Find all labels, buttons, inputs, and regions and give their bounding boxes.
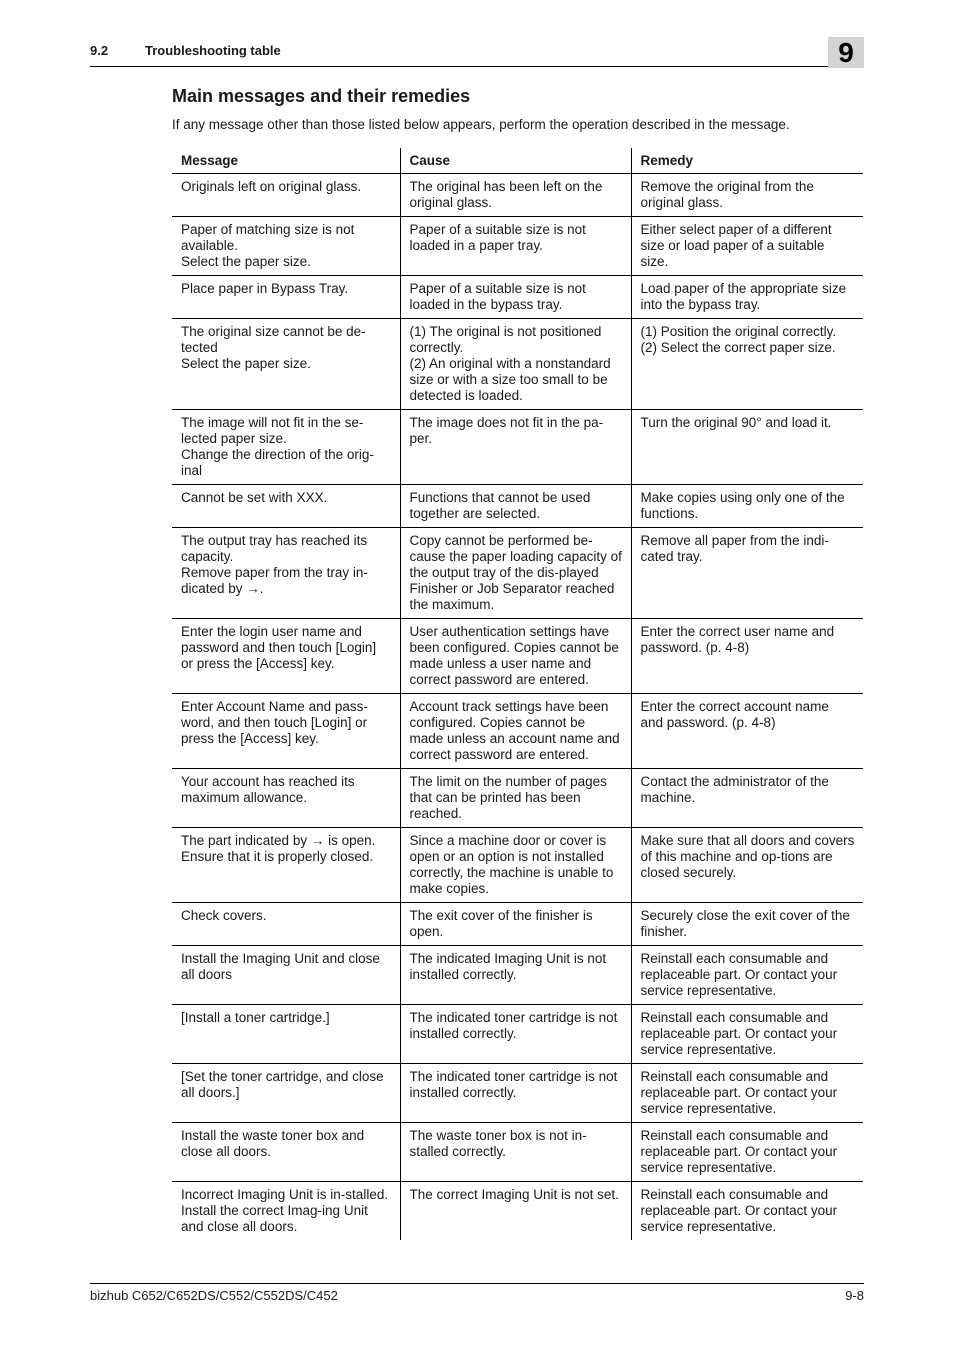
message-cell: Incorrect Imaging Unit is in-stalled. Install the correct Imag-ing Unit and close all doors. (181, 1187, 389, 1234)
cause-cell: The exit cover of the finisher is open. (400, 903, 631, 946)
table-row (172, 174, 863, 217)
remedy-cell: Contact the administrator of the machine. (631, 769, 863, 828)
page-footer (90, 1283, 864, 1308)
remedy-cell: Reinstall each consumable and replaceable part. Or contact your service representative. (631, 946, 863, 1005)
message-cell: The part indicated by → is open. Ensure that it is properly closed. (172, 828, 400, 903)
cause-cell: The original has been left on the original glass. (400, 174, 631, 217)
table-row (172, 410, 863, 485)
remedy-cell: Enter the correct user name and password. (p. 4-8) (631, 619, 863, 694)
remedy-cell: (1) Position the original correctly. (2) Select the correct paper size. (631, 319, 863, 410)
remedy-cell: Remove all paper from the indi-cated tray. (631, 528, 863, 619)
message-cell: Enter the login user name and password and then touch [Login] or press the [Access] key. (172, 619, 400, 694)
product-model: bizhub C652/C652DS/C552/C552DS/C452 (90, 1288, 338, 1303)
table-row (172, 1182, 863, 1241)
remedy-cell: Reinstall each consumable and replaceable part. Or contact your service representative. (631, 1064, 863, 1123)
cause-cell: The indicated toner cartridge is not installed correctly. (400, 1005, 631, 1064)
column-header-cause: Cause (400, 148, 631, 174)
section-title: Troubleshooting table (145, 43, 281, 58)
table-row (172, 319, 863, 410)
table-row (172, 1005, 863, 1064)
cause-cell: Account track settings have been configured. Copies cannot be made unless an account name and correct password are entered. (400, 694, 631, 769)
table-row (172, 946, 863, 1005)
table-row (172, 276, 863, 319)
table-row (172, 1123, 863, 1182)
cause-cell: Since a machine door or cover is open or an option is not installed correctly, the machine is unable to make copies. (400, 828, 631, 903)
cause-cell: Copy cannot be performed be-cause the paper loading capacity of the output tray of the dis-played Finisher or Job Separator reached the maximum. (400, 528, 631, 619)
remedy-cell: Either select paper of a different size or load paper of a suitable size. (631, 217, 863, 276)
intro-paragraph: If any message other than those listed below appears, perform the operation described in the message. (172, 117, 790, 132)
cause-cell: The indicated Imaging Unit is not installed correctly. (400, 946, 631, 1005)
message-cell: Place paper in Bypass Tray. (172, 276, 400, 319)
remedy-cell: Reinstall each consumable and replaceable part. Or contact your service representative. (631, 1182, 863, 1241)
table-row (172, 828, 863, 903)
message-cell: Install the waste toner box and close all doors. (172, 1123, 400, 1182)
cause-cell: (1) The original is not positioned correctly. (2) An original with a nonstandard size or with a size too small to be detected is loaded. (400, 319, 631, 410)
message-cell: Your account has reached its maximum allowance. (172, 769, 400, 828)
table-header-row (172, 148, 863, 174)
cause-cell: The limit on the number of pages that can be printed has been reached. (400, 769, 631, 828)
remedy-cell: Reinstall each consumable and replaceable part. Or contact your service representative. (631, 1123, 863, 1182)
table-row (172, 694, 863, 769)
table-row (172, 217, 863, 276)
cause-cell: Paper of a suitable size is not loaded in the bypass tray. (400, 276, 631, 319)
message-cell: Enter Account Name and pass-word, and then touch [Login] or press the [Access] key. (172, 694, 400, 769)
cause-cell: The correct Imaging Unit is not set. (400, 1182, 631, 1241)
table-row (172, 903, 863, 946)
message-cell: The image will not fit in the se-lected paper size. Change the direction of the orig-inal (172, 410, 400, 485)
table-row (172, 528, 863, 619)
page-number: 9-8 (845, 1288, 864, 1303)
remedy-cell: Make sure that all doors and covers of this machine and op-tions are closed securely. (631, 828, 863, 903)
cause-cell: The image does not fit in the pa-per. (400, 410, 631, 485)
message-cell: [Set the toner cartridge, and close all doors.] (172, 1064, 400, 1123)
remedy-cell: Reinstall each consumable and replaceable part. Or contact your service representative. (631, 1005, 863, 1064)
remedy-cell: Make copies using only one of the functions. (631, 485, 863, 528)
chapter-badge: 9 (828, 37, 864, 68)
cause-cell: Functions that cannot be used together are selected. (400, 485, 631, 528)
message-cell: Paper of matching size is not available. Select the paper size. (172, 217, 400, 276)
column-header-message: Message (172, 148, 400, 174)
column-header-remedy: Remedy (631, 148, 863, 174)
message-cell: [Install a toner cartridge.] (172, 1005, 400, 1064)
message-cell: Check covers. (172, 903, 400, 946)
section-number: 9.2 (90, 43, 109, 58)
page-title: Main messages and their remedies (172, 86, 471, 106)
cause-cell: The waste toner box is not in-stalled correctly. (400, 1123, 631, 1182)
remedy-cell: Enter the correct account name and password. (p. 4-8) (631, 694, 863, 769)
table-row (172, 1064, 863, 1123)
message-cell: The output tray has reached its capacity. Remove paper from the tray in-dicated by →. (172, 528, 400, 619)
page-header (90, 40, 864, 67)
message-cell: Cannot be set with XXX. (172, 485, 400, 528)
remedy-cell: Turn the original 90° and load it. (631, 410, 863, 485)
troubleshooting-table (172, 148, 863, 1240)
table-row (172, 485, 863, 528)
message-cell: Install the Imaging Unit and close all doors (172, 946, 400, 1005)
remedy-cell: Remove the original from the original glass. (631, 174, 863, 217)
cause-cell: User authentication settings have been configured. Copies cannot be made unless a user name and correct password are entered. (400, 619, 631, 694)
table-row (172, 619, 863, 694)
remedy-cell: Securely close the exit cover of the finisher. (631, 903, 863, 946)
remedy-cell: Load paper of the appropriate size into the bypass tray. (631, 276, 863, 319)
table-row (172, 769, 863, 828)
table-body (172, 174, 863, 1241)
cause-cell: Paper of a suitable size is not loaded in a paper tray. (400, 217, 631, 276)
message-cell: Originals left on original glass. (172, 174, 400, 217)
message-cell: The original size cannot be de-tected Select the paper size. (172, 319, 400, 410)
cause-cell: The indicated toner cartridge is not installed correctly. (400, 1064, 631, 1123)
